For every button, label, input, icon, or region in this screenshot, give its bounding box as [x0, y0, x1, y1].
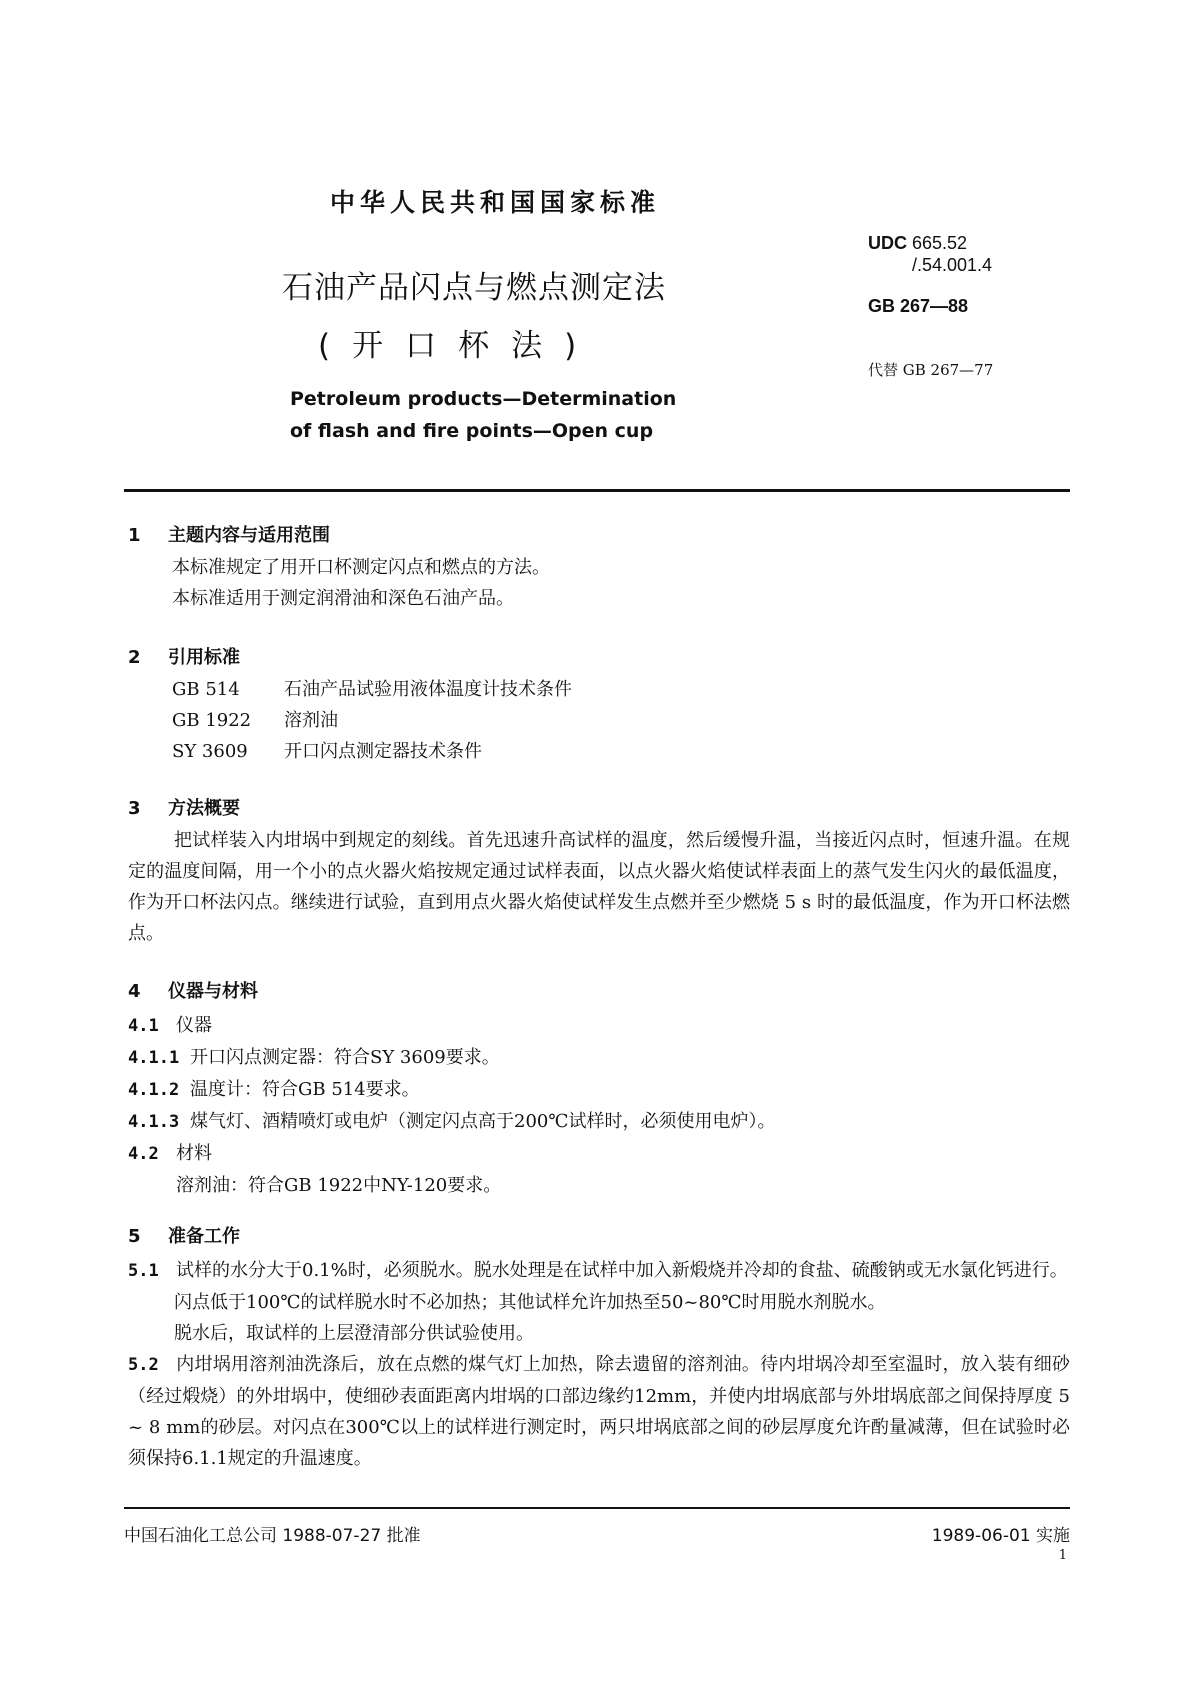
section-5-heading: [128, 1222, 240, 1248]
replaces-standard: 代替 GB 267—77: [868, 361, 994, 379]
subsection-number: 4.1.2: [128, 1080, 180, 1100]
reference-name: 溶剂油: [284, 710, 338, 731]
section-4-body: [128, 1010, 776, 1201]
subsection-text: 温度计：符合GB 514要求。: [190, 1079, 420, 1100]
paragraph: 本标准适用于测定润滑油和深色石油产品。: [172, 588, 514, 609]
reference-code: GB 1922: [172, 710, 252, 731]
section-number: 2: [128, 647, 141, 668]
subsection-text: 材料: [176, 1143, 212, 1164]
udc-line-1: 665.52: [912, 233, 968, 253]
reference-name: 开口闪点测定器技术条件: [284, 741, 482, 762]
list-item: [172, 705, 572, 736]
subsection-text: 试样的水分大于0.1%时，必须脱水。脱水处理是在试样中加入新煅烧并冷却的食盐、硫酸钠或无水氯化钙进行。: [176, 1260, 1068, 1281]
national-standard-heading: 中华人民共和国国家标准: [330, 188, 661, 217]
subsection-text: 仪器: [176, 1015, 212, 1036]
reference-code: GB 514: [172, 679, 240, 700]
subsection-5-2: [128, 1349, 1070, 1474]
section-title: 引用标准: [168, 647, 240, 668]
reference-code: SY 3609: [172, 741, 248, 762]
reference-name: 石油产品试验用液体温度计技术条件: [284, 679, 572, 700]
subsection-number: 5.2: [128, 1355, 159, 1375]
udc-classification: [868, 232, 992, 276]
list-item: [172, 674, 572, 705]
subsection-5-1: [128, 1255, 1070, 1287]
gb-number: GB 267—88: [868, 296, 969, 316]
subsection-4-1: [128, 1010, 776, 1042]
section-4-heading: [128, 977, 258, 1003]
title-english-line-2: of flash and fire points—Open cup: [290, 420, 654, 442]
section-number: 1: [128, 525, 141, 546]
udc-line-2: /.54.001.4: [912, 255, 993, 275]
subsection-4-1-2: [128, 1074, 776, 1106]
section-number: 3: [128, 798, 141, 819]
header-divider: [124, 489, 1070, 492]
standard-title-chinese: 石油产品闪点与燃点测定法: [282, 270, 666, 306]
implementation-date: 1989-06-01 实施: [931, 1526, 1070, 1546]
subsection-text: 内坩埚用溶剂油洗涤后，放在点燃的煤气灯上加热，除去遗留的溶剂油。待内坩埚冷却至室温时，放入装有细砂（经过煅烧）的外坩埚中，使细砂表面距离内坩埚的口部边缘约12mm，并使内坩埚底部与外坩埚底部之间保持厚度 5 ~ 8 mm的砂层。对闪点在300℃以上的试样进行测定时，两只坩埚底部之间的砂层厚度允许酌量减薄，但在试验时必须保持6.1.1规定的升温速度。: [128, 1354, 1070, 1469]
approval-note: 中国石油化工总公司 1988-07-27 批准: [124, 1526, 421, 1546]
paragraph: 闪点低于100℃的试样脱水时不必加热；其他试样允许加热至50~80℃时用脱水剂脱水。: [174, 1292, 886, 1313]
subsection-number: 5.1: [128, 1261, 159, 1281]
referenced-standards-list: [172, 674, 572, 767]
subsection-4-2-detail: 溶剂油：符合GB 1922中NY-120要求。: [176, 1175, 502, 1196]
standard-title-english: [290, 383, 676, 447]
section-2-heading: [128, 643, 240, 669]
subsection-text: 煤气灯、酒精喷灯或电炉（测定闪点高于200℃试样时，必须使用电炉）。: [190, 1111, 776, 1132]
udc-label: UDC: [868, 233, 907, 253]
section-5-body: [128, 1255, 1070, 1474]
section-number: 5: [128, 1226, 141, 1247]
section-1-body: [172, 552, 550, 614]
subsection-number: 4.2: [128, 1144, 159, 1164]
section-title: 主题内容与适用范围: [168, 525, 330, 546]
subsection-text: 开口闪点测定器：符合SY 3609要求。: [190, 1047, 500, 1068]
section-number: 4: [128, 981, 141, 1002]
section-title: 准备工作: [168, 1226, 240, 1247]
subsection-number: 4.1.3: [128, 1112, 180, 1132]
subsection-number: 4.1: [128, 1016, 159, 1036]
footer-divider: [124, 1507, 1070, 1509]
section-title: 方法概要: [168, 798, 240, 819]
subsection-number: 4.1.1: [128, 1048, 180, 1068]
paragraph: 脱水后，取试样的上层澄清部分供试验使用。: [174, 1323, 534, 1344]
subsection-4-1-1: [128, 1042, 776, 1074]
list-item: [172, 736, 572, 767]
section-3-heading: [128, 794, 240, 820]
page-number: 1: [1058, 1548, 1067, 1563]
title-english-line-1: Petroleum products—Determination: [290, 388, 677, 410]
section-1-heading: [128, 521, 330, 547]
subsection-4-2: [128, 1138, 776, 1170]
standard-subtitle-chinese: (开口杯法): [318, 328, 599, 364]
section-3-body: 把试样装入内坩埚中到规定的刻线。首先迅速升高试样的温度，然后缓慢升温，当接近闪点时，恒速升温。在规定的温度间隔，用一个小的点火器火焰按规定通过试样表面，以点火器火焰使试样表面上的蒸气发生闪火的最低温度，作为开口杯法闪点。继续进行试验，直到用点火器火焰使试样发生点燃并至少燃烧 5 s 时的最低温度，作为开口杯法燃点。: [128, 830, 1070, 944]
paragraph: 本标准规定了用开口杯测定闪点和燃点的方法。: [172, 557, 550, 578]
subsection-4-1-3: [128, 1106, 776, 1138]
section-title: 仪器与材料: [168, 981, 258, 1002]
